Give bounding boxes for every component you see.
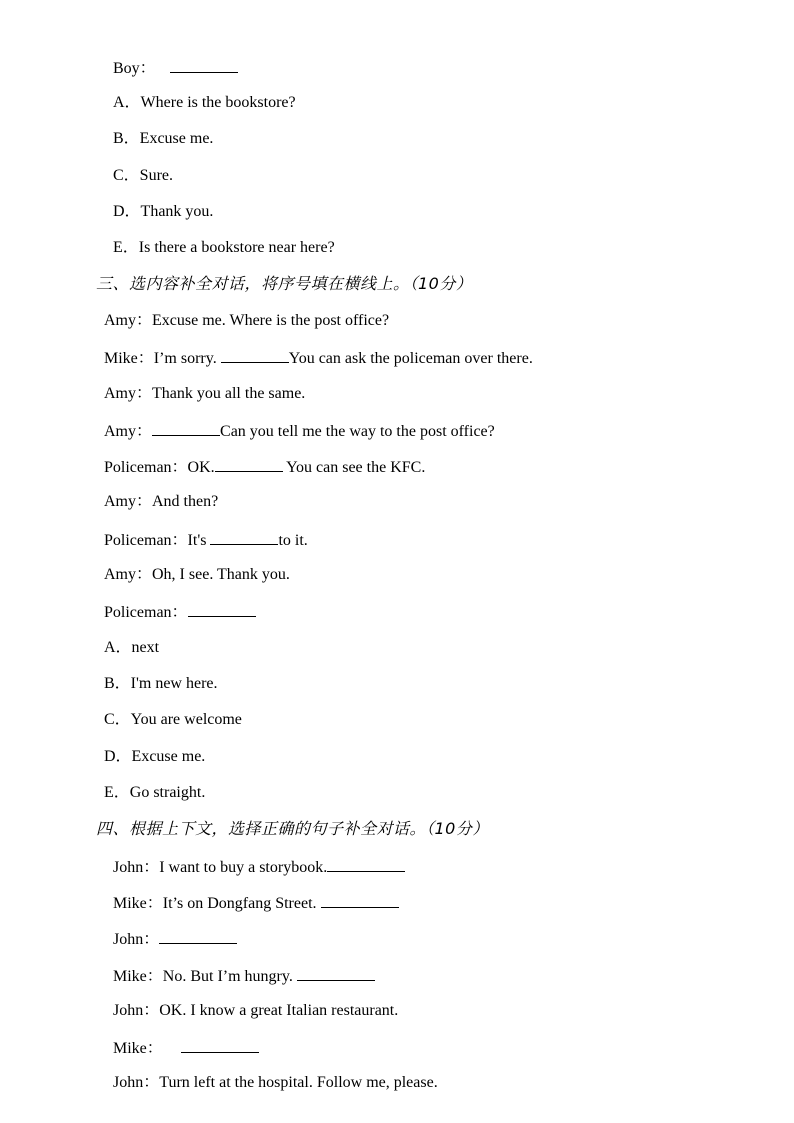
section-3-heading: 三、选内容补全对话，将序号填在横线上。（10分） <box>96 274 473 293</box>
dialogue-line: Amy：Oh, I see. Thank you. <box>104 566 290 583</box>
answer-blank[interactable] <box>327 856 405 872</box>
option-c: C．Sure. <box>113 167 174 184</box>
dialogue-line: Policeman： <box>104 601 256 623</box>
dialogue-line: John：Turn left at the hospital. Follow me, please. <box>113 1074 438 1091</box>
boy-line: Boy： <box>113 57 238 79</box>
dialogue-line: John：OK. I know a great Italian restaurant. <box>113 1002 399 1019</box>
answer-blank[interactable] <box>159 928 237 944</box>
dialogue-line: Mike： <box>113 1037 259 1059</box>
option-a: A．Where is the bookstore? <box>113 94 296 111</box>
dialogue-line: Amy：And then? <box>104 493 219 510</box>
answer-blank[interactable] <box>181 1037 259 1053</box>
option-d: D．Excuse me. <box>104 748 206 765</box>
option-e: E．Go straight. <box>104 784 206 801</box>
option-b: B．Excuse me. <box>113 130 214 147</box>
dialogue-line: Policeman：It's to it. <box>104 529 308 551</box>
section-4-heading: 四、根据上下文，选择正确的句子补全对话。（10分） <box>96 819 489 838</box>
answer-blank[interactable] <box>221 347 289 363</box>
dialogue-line: Amy：Excuse me. Where is the post office? <box>104 312 390 329</box>
option-d: D．Thank you. <box>113 203 214 220</box>
dialogue-line: Mike：I’m sorry. You can ask the policeman over there. <box>104 347 533 369</box>
answer-blank[interactable] <box>170 57 238 73</box>
dialogue-line: Mike：It’s on Dongfang Street. <box>113 892 399 914</box>
option-a: A．next <box>104 639 160 656</box>
dialogue-line: Amy： Can you tell me the way to the post office? <box>104 420 495 442</box>
option-c: C．You are welcome <box>104 711 242 728</box>
answer-blank[interactable] <box>297 965 375 981</box>
option-e: E．Is there a bookstore near here? <box>113 239 335 256</box>
dialogue-line: John：I want to buy a storybook. <box>113 856 405 878</box>
option-b: B．I'm new here. <box>104 675 218 692</box>
dialogue-line: John： <box>113 928 237 950</box>
dialogue-line: Policeman：OK. You can see the KFC. <box>104 456 425 478</box>
dialogue-line: Mike：No. But I’m hungry. <box>113 965 375 987</box>
answer-blank[interactable] <box>215 456 283 472</box>
answer-blank[interactable] <box>188 601 256 617</box>
answer-blank[interactable] <box>210 529 278 545</box>
dialogue-line: Amy：Thank you all the same. <box>104 385 306 402</box>
answer-blank[interactable] <box>152 420 220 436</box>
answer-blank[interactable] <box>321 892 399 908</box>
